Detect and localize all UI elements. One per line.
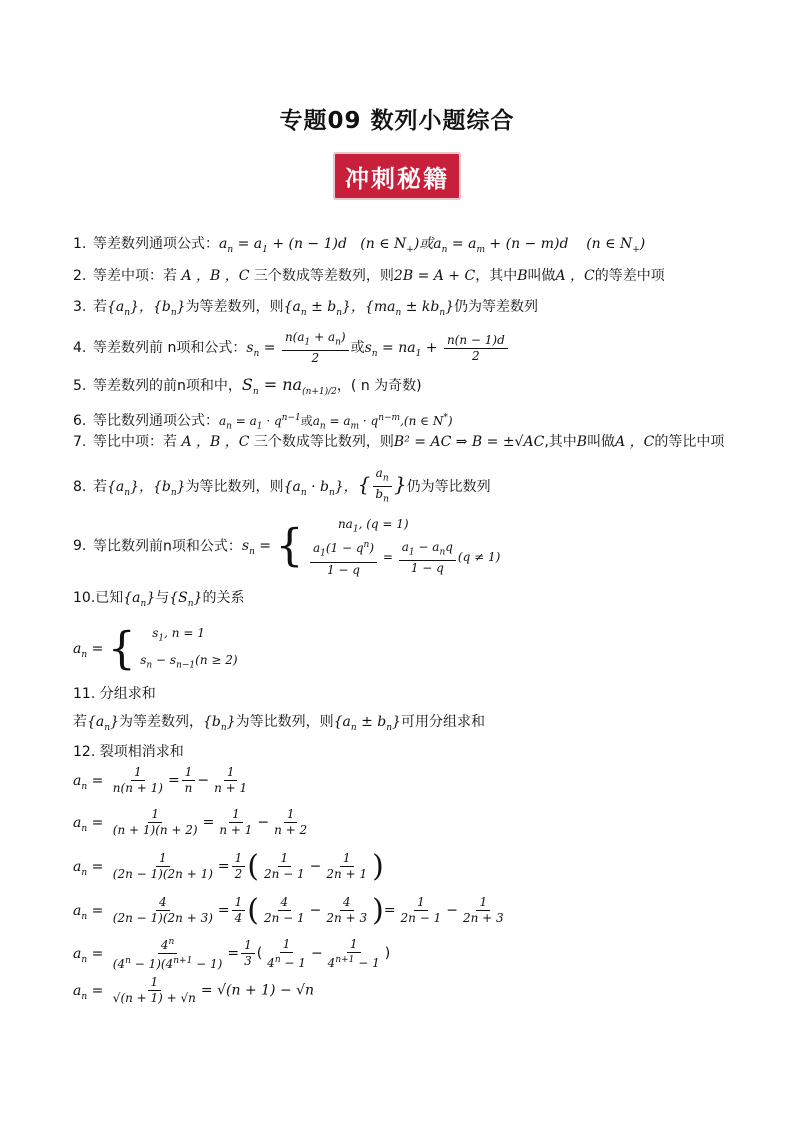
item-6: 6. 等比数列通项公式：$a_n = a_1 \cdot q^{n-1}$或$a_n = a_m \cdot q^{n-m},(n$ ∈ N*) <box>73 413 453 432</box>
item-4: 4. 等差数列前 n项和公式：$s_n$ = $\frac{n(a_1 + a_n)}{2}$ 或$s_n = na_1$ + $\frac{n(n - 1)d}{2}$ <box>73 330 510 366</box>
item-8: 8. 若$\{a_n\}$，$\{b_n\}$为等比数列，则$\{a_n \cdot b_n\}$，{ $\frac{a_n}{b_n}$ }仍为等比数列 <box>73 466 491 505</box>
item-10-formula: $a_n$ = { $s_1$, n = 1 $s_n - s_{n-1}(n \ge 2)$ <box>73 623 238 675</box>
formula-12-2: $a_n$ = $\frac{1}{(n + 1)(n + 2)}$ = $\frac{1}{n + 1}$ − $\frac{1}{n + 2}$ <box>73 807 308 837</box>
formula-12-3: $a_n$ = $\frac{1}{(2n - 1)(2n + 1)}$ = $\frac{1}{2}$ ( $\frac{1}{2n - 1}$ − $\frac{1}{2n + 1}$ ) <box>73 849 384 884</box>
formula-12-4: $a_n$ = $\frac{4}{(2n - 1)(2n + 3)}$ = $\frac{1}{4}$ ( $\frac{4}{2n - 1}$ − $\frac{4}{2n + 3}$ )= $\frac{1}{2n - 1}$ − $\frac{1}{2n + 3}$ <box>73 893 504 928</box>
page-title: 专题09 数列小题综合 <box>279 108 515 134</box>
item-10: 10.已知$\{a_n\}$与$\{S_n\}$的关系 <box>73 590 245 609</box>
item-12-title: 12. 裂项相消求和 <box>73 744 184 760</box>
item-2: 2. 等差中项：若 A ，B ，C 三个数成等差数列，则2B = A + C，其中B叫做A ，C的等差中项 <box>73 268 665 284</box>
item-1: 1. 等差数列通项公式：$a_n = a_1 + (n - 1)d$ (n ∈ $N_+$)或$a_n = a_m + (n - m)d$ (n ∈ $N_+$) <box>73 236 646 255</box>
item-5: 5. 等差数列的前n项和中，$S_n = na_{(n+1)/2}$，( n 为奇数) <box>73 375 422 398</box>
item-11: 若$\{a_n\}$为等差数列，$\{b_n\}$为等比数列，则$\{a_n \pm b_n\}$可用分组求和 <box>73 714 485 733</box>
item-3: 3. 若$\{a_n\}$，$\{b_n\}$为等差数列，则$\{a_n \pm b_n\}$，$\{ma_n \pm kb_n\}$仍为等差数列 <box>73 299 539 318</box>
item-7: 7. 等比中项：若 A ，B ，C 三个数成等比数列，则B² = AC ⇒ B = ±√AC,其中B叫做A ，C的等比中项 <box>73 434 725 450</box>
formula-12-5: $a_n$ = $\frac{4^n}{(4^n - 1)(4^{n+1} - 1)}$ = $\frac{1}{3}$ ( $\frac{1}{4^n - 1}$ − $\frac{1}{4^{n+1} - 1}$ ) <box>73 936 391 971</box>
stamp-badge: 冲刺秘籍 <box>333 152 461 200</box>
formula-12-1: $a_n$ = $\frac{1}{n(n + 1)}$ = $\frac{1}{n}$ − $\frac{1}{n + 1}$ <box>73 765 248 795</box>
item-9: 9. 等比数列前n项和公式：$s_n$ = { $na_1$, (q = 1) $\frac{a_1(1 - q^n)}{1 - q}$ = $\frac{a_1 - a_nq}{1 - q}$ (q ≠ 1) <box>73 517 501 577</box>
formula: $a_n = a_1 + (n - 1)d$ (n ∈ $N_+$)或$a_n = a_m + (n - m)d$ (n ∈ $N_+$) <box>219 236 646 255</box>
formula-12-6: $a_n$ = $\frac{1}{√(n + 1) + √n}$ = √(n + 1) − √n <box>73 975 315 1005</box>
item-11-title: 11. 分组求和 <box>73 686 156 702</box>
